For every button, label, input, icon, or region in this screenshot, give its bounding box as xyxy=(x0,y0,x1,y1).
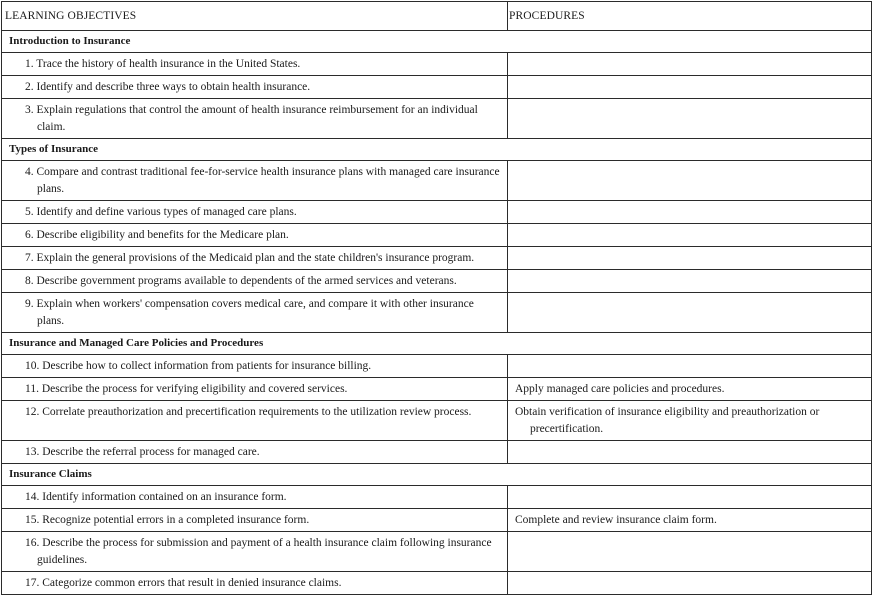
section-header xyxy=(2,333,872,355)
objective-cell: 7. Explain the general provisions of the Medicaid plan and the state children's insurance program. xyxy=(2,247,508,270)
procedure-cell xyxy=(508,161,872,201)
objective-cell: 6. Describe eligibility and benefits for the Medicare plan. xyxy=(2,224,508,247)
objective-cell: 16. Describe the process for submission and payment of a health insurance claim following insurance guidelines. xyxy=(2,532,508,572)
procedure-cell xyxy=(508,486,872,509)
procedure-cell xyxy=(508,76,872,99)
procedure-cell xyxy=(508,270,872,293)
section-header xyxy=(2,139,872,161)
objective-cell: 3. Explain regulations that control the amount of health insurance reimbursement for an individual claim. xyxy=(2,99,508,139)
table-row xyxy=(2,509,872,532)
procedure-cell xyxy=(508,572,872,595)
procedure-cell xyxy=(508,401,872,441)
procedures-header: PROCEDURES xyxy=(508,2,872,31)
procedure-cell xyxy=(508,99,872,139)
objective-cell: 9. Explain when workers' compensation covers medical care, and compare it with other insurance plans. xyxy=(2,293,508,333)
table-row xyxy=(2,293,872,333)
table-row xyxy=(2,486,872,509)
procedure-cell xyxy=(508,53,872,76)
procedure-cell xyxy=(508,247,872,270)
table-row xyxy=(2,76,872,99)
procedure-cell xyxy=(508,224,872,247)
table-row xyxy=(2,53,872,76)
table-header-row xyxy=(2,2,872,31)
table-row xyxy=(2,201,872,224)
procedure-text: Apply managed care policies and procedures. xyxy=(515,383,725,395)
table-row xyxy=(2,99,872,139)
procedure-cell xyxy=(508,441,872,464)
objective-cell: 4. Compare and contrast traditional fee-for-service health insurance plans with managed care insurance plans. xyxy=(2,161,508,201)
table-row xyxy=(2,270,872,293)
table-row xyxy=(2,378,872,401)
objective-cell: 15. Recognize potential errors in a completed insurance form. xyxy=(2,509,508,532)
section-title: Insurance Claims xyxy=(2,464,872,486)
objective-cell: 8. Describe government programs available to dependents of the armed services and veterans. xyxy=(2,270,508,293)
procedure-cell xyxy=(508,532,872,572)
table-row xyxy=(2,441,872,464)
objective-cell: 12. Correlate preauthorization and precertification requirements to the utilization review process. xyxy=(2,401,508,441)
procedure-cell xyxy=(508,293,872,333)
objectives-table xyxy=(1,1,872,595)
section-title: Introduction to Insurance xyxy=(2,31,872,53)
table-row xyxy=(2,247,872,270)
procedure-text: Obtain verification of insurance eligibility and preauthorization or precertification. xyxy=(515,406,820,435)
table-row xyxy=(2,572,872,595)
objective-cell: 5. Identify and define various types of managed care plans. xyxy=(2,201,508,224)
objective-cell: 13. Describe the referral process for managed care. xyxy=(2,441,508,464)
section-title: Types of Insurance xyxy=(2,139,872,161)
objective-cell: 11. Describe the process for verifying eligibility and covered services. xyxy=(2,378,508,401)
objective-cell: 2. Identify and describe three ways to obtain health insurance. xyxy=(2,76,508,99)
procedure-cell xyxy=(508,201,872,224)
procedure-cell xyxy=(508,355,872,378)
table-row xyxy=(2,355,872,378)
procedure-cell xyxy=(508,509,872,532)
objective-cell: 17. Categorize common errors that result in denied insurance claims. xyxy=(2,572,508,595)
table-row xyxy=(2,532,872,572)
learning-objectives-header: LEARNING OBJECTIVES xyxy=(2,2,508,31)
table-row xyxy=(2,401,872,441)
objective-cell: 1. Trace the history of health insurance in the United States. xyxy=(2,53,508,76)
section-header xyxy=(2,464,872,486)
procedure-cell xyxy=(508,378,872,401)
procedure-text: Complete and review insurance claim form. xyxy=(515,514,717,526)
objective-cell: 14. Identify information contained on an insurance form. xyxy=(2,486,508,509)
table-row xyxy=(2,224,872,247)
section-title: Insurance and Managed Care Policies and Procedures xyxy=(2,333,872,355)
table-row xyxy=(2,161,872,201)
section-header xyxy=(2,31,872,53)
objective-cell: 10. Describe how to collect information from patients for insurance billing. xyxy=(2,355,508,378)
